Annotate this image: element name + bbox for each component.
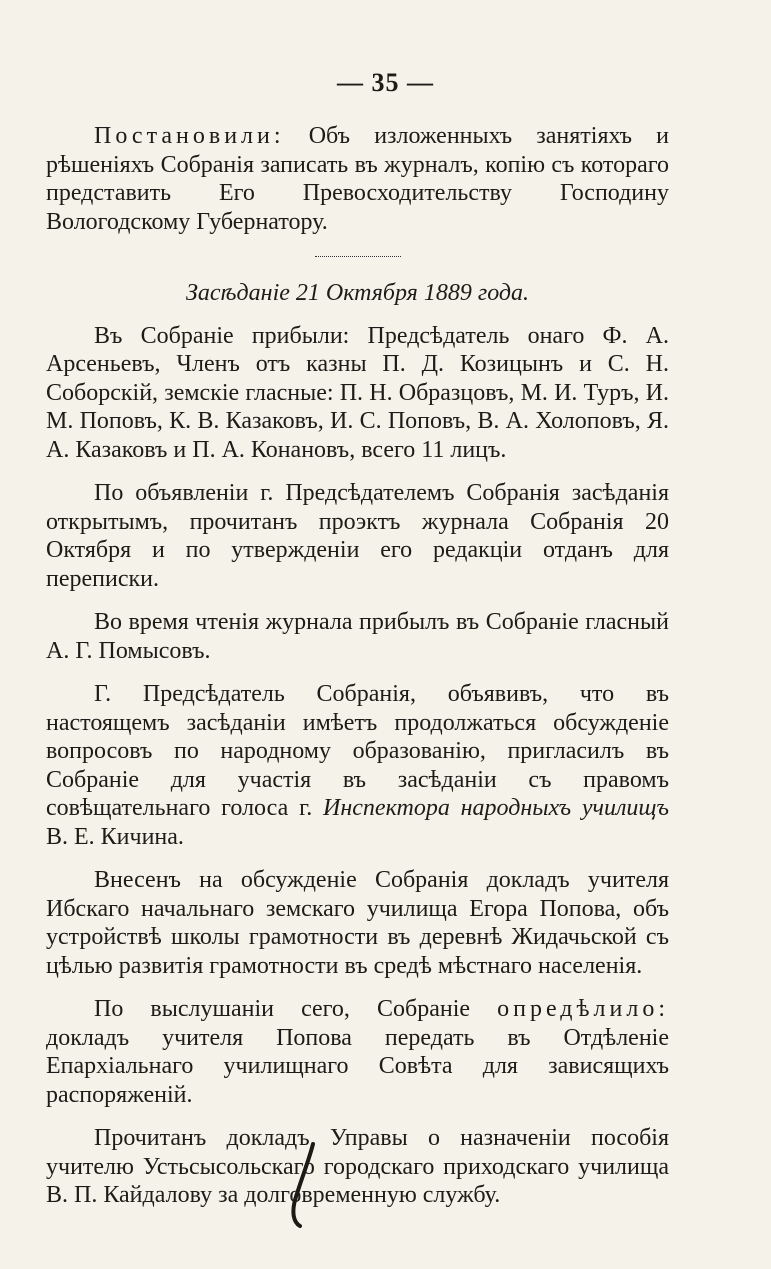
resolution-lead: Постановили: [94,123,285,149]
resolution-text: Объ изложенныхъ занятіяхъ и рѣшеніяхъ Собранія записать въ журналъ, копію съ котораго представить Его Превосходительству Господину Вологодскому Губернатору. [46,123,669,235]
session-heading: Засѣданіе 21 Октября 1889 года. [185,280,530,306]
paragraph-opening: По объявленіи г. Предсѣдателемъ Собранія засѣданія открытымъ, прочитанъ проэктъ журнала Собранія 20 Октября и по утвержденіи его редакціи отданъ для переписки. [46,480,669,592]
page-body [46,122,669,1225]
ink-mark [283,1140,323,1230]
paragraph-attendance: Въ Собраніе прибыли: Предсѣдатель онаго Ф. А. Арсеньевъ, Членъ отъ казны П. Д. Козицынъ и С. Н. Соборскій, земскіе гласные: П. Н. Образцовъ, М. И. Туръ, И. М. Поповъ, К. В. Казаковъ, И. С. Поповъ, В. А. Холоповъ, Я. А. Казаковъ и П. А. Конановъ, всего 11 лицъ. [46,322,669,463]
paragraph-arrival: Во время чтенія журнала прибылъ въ Собраніе гласный А. Г. Помысовъ. [46,609,669,664]
inspector-title: Инспектора народныхъ училищъ [323,795,669,821]
paragraph-resolution [46,122,669,236]
paragraph-allowance: Прочитанъ докладъ Управы о назначеніи пособія учителю Устьсысольскаго городскаго приходскаго училища В. П. Кайдалову за долговременную службу. [46,1125,669,1208]
paragraph-report: Внесенъ на обсужденіе Собранія докладъ учителя Ибскаго начальнаго земскаго училища Егора Попова, объ устройствѣ школы грамотности въ деревнѣ Жидачьской съ цѣлью развитія грамотности въ средѣ мѣстнаго населенія. [46,867,669,979]
paragraph-invitation: Г. Предсѣдатель Собранія, объявивъ, что въ настоящемъ засѣданіи имѣетъ продолжаться обсужденіе вопросовъ по народному образованію, пригласилъ въ Собраніе для участія въ засѣданіи съ правомъ совѣщательнаго голоса г. Инспектора народныхъ училищъ В. Е. Кичина. [46,681,669,850]
section-divider [315,256,401,257]
decision-keyword: опредѣлило: [497,996,669,1022]
paragraph-decision: По выслушаніи сего, Собраніе опредѣлило: докладъ учителя Попова передать въ Отдѣленіе Епархіальнаго училищнаго Совѣта для зависящихъ распоряженій. [46,996,669,1108]
page-number: — 35 — [337,68,434,97]
